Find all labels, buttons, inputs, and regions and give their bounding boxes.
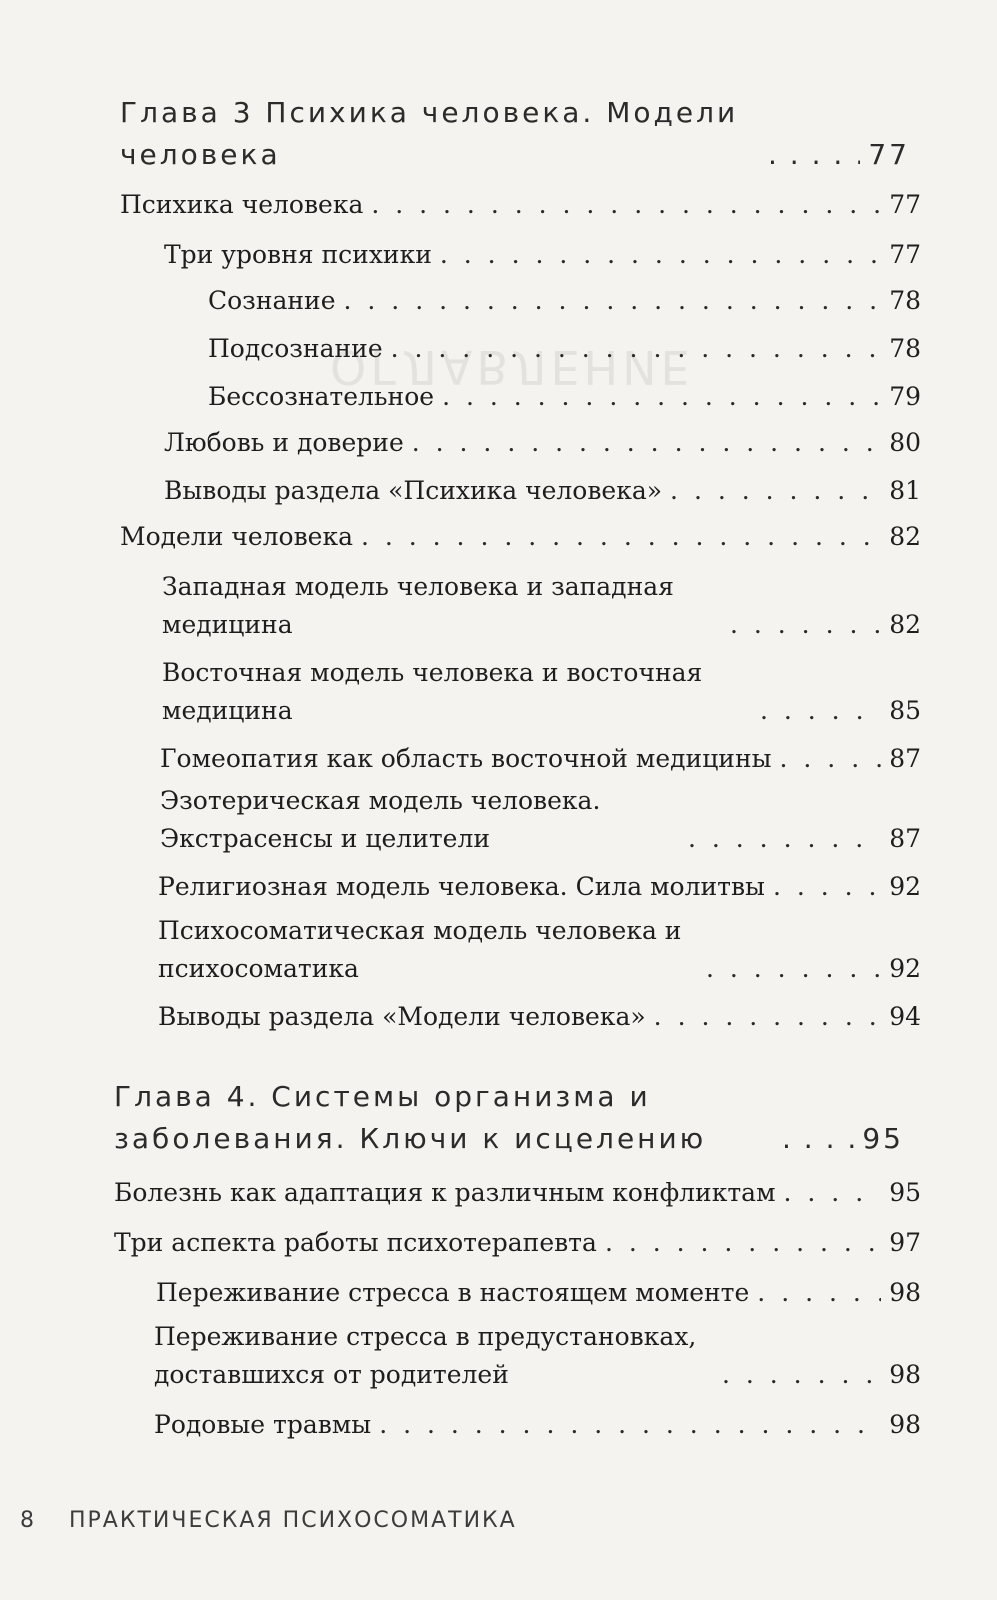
toc-entry[interactable] [120,518,921,556]
toc-entry[interactable] [208,330,921,368]
entry-title: Модели человека [120,522,353,551]
leader-dots [442,378,881,416]
entry-title: Психика человека [120,190,364,219]
leader-dots [344,282,882,320]
page-number: 80 [889,428,921,457]
toc-entry[interactable] [158,868,921,906]
page-number: 81 [889,476,921,505]
leader-dots [654,998,882,1036]
toc-entry[interactable] [164,236,921,274]
leader-dots [391,330,882,368]
leader-dots [782,1118,854,1160]
leader-dots [730,606,881,644]
entry-title: Три уровня психики [164,240,432,269]
entry-title: Гомеопатия как область восточной медицины [160,744,772,773]
toc-entry[interactable] [156,1274,921,1312]
page-footer [20,1508,517,1533]
toc-entry[interactable] [162,568,921,644]
entry-title: Переживание стресса в настоящем моменте [156,1278,750,1307]
page-number: 82 [889,522,921,551]
toc-entry[interactable] [154,1318,921,1394]
toc-entry[interactable] [114,1174,921,1212]
page-number: 98 [889,1278,921,1307]
page-number: 98 [889,1360,921,1389]
entry-title: Религиозная модель человека. Сила молитвы [158,872,765,901]
page-number: 95 [862,1122,904,1155]
toc-entry[interactable] [158,912,921,988]
entry-title: Подсознание [208,334,383,363]
toc-entry[interactable] [208,378,921,416]
page-number: 94 [889,1002,921,1031]
entry-title: Любовь и доверие [164,428,404,457]
entry-title: Психосоматическая модель человека и психосоматика [158,916,682,983]
toc-entry[interactable] [164,424,921,462]
leader-dots [757,1274,881,1312]
page-number: 92 [889,872,921,901]
toc-entry[interactable] [160,782,921,858]
entry-title: Родовые травмы [154,1410,372,1439]
page-number: 77 [889,240,921,269]
entry-title: Переживание стресса в предустановках, доставшихся от родителей [154,1322,697,1389]
entry-title: Сознание [208,286,336,315]
page-number: 92 [889,954,921,983]
leader-dots [784,1174,882,1212]
footer-page-number: 8 [20,1508,36,1533]
entry-title: Западная модель человека и западная медицина [162,572,674,639]
toc-entry[interactable] [158,998,921,1036]
bleed-through-text: ОГЛАВЛЕНИЕ [330,340,694,394]
page-number: 87 [889,744,921,773]
leader-dots [361,518,881,556]
page-number: 79 [889,382,921,411]
toc-entry[interactable] [208,282,921,320]
chapter-4-heading[interactable] [114,1076,904,1160]
page-number: 77 [868,138,910,171]
toc-entry[interactable] [120,186,921,224]
entry-title: Бессознательное [208,382,435,411]
page-number: 95 [889,1178,921,1207]
toc-entry[interactable] [160,740,921,778]
running-title: ПРАКТИЧЕСКАЯ ПСИХОСОМАТИКА [69,1508,517,1533]
entry-title: Три аспекта работы психотерапевта [114,1228,597,1257]
leader-dots [780,740,882,778]
leader-dots [773,868,881,906]
entry-title: Выводы раздела «Психика человека» [164,476,663,505]
toc-entry[interactable] [114,1224,921,1262]
leader-dots [722,1356,881,1394]
toc-entry[interactable] [164,472,921,510]
toc-entry[interactable] [154,1406,921,1444]
leader-dots [412,424,881,462]
leader-dots [605,1224,881,1262]
page-number: 97 [889,1228,921,1257]
chapter-3-heading[interactable] [120,92,910,176]
leader-dots [379,1406,881,1444]
page-number: 78 [889,334,921,363]
page-number: 87 [889,824,921,853]
leader-dots [670,472,881,510]
page-number: 78 [889,286,921,315]
leader-dots [688,820,881,858]
leader-dots [768,134,860,176]
entry-title: Восточная модель человека и восточная медицина [162,658,703,725]
leader-dots [440,236,881,274]
page-number: 98 [889,1410,921,1439]
entry-title: Эзотерическая модель человека. Экстрасенсы и целители [160,786,601,853]
chapter-title: Глава 3 Психика человека. Модели человека [120,96,739,171]
entry-title: Выводы раздела «Модели человека» [158,1002,646,1031]
chapter-title: Глава 4. Системы организма и заболевания. Ключи к исцелению [114,1080,707,1155]
leader-dots [371,186,881,224]
page-number: 85 [889,696,921,725]
toc-entry[interactable] [162,654,921,730]
page-number: 77 [889,190,921,219]
leader-dots [760,692,881,730]
leader-dots [706,950,881,988]
page-number: 82 [889,610,921,639]
entry-title: Болезнь как адаптация к различным конфликтам [114,1178,776,1207]
